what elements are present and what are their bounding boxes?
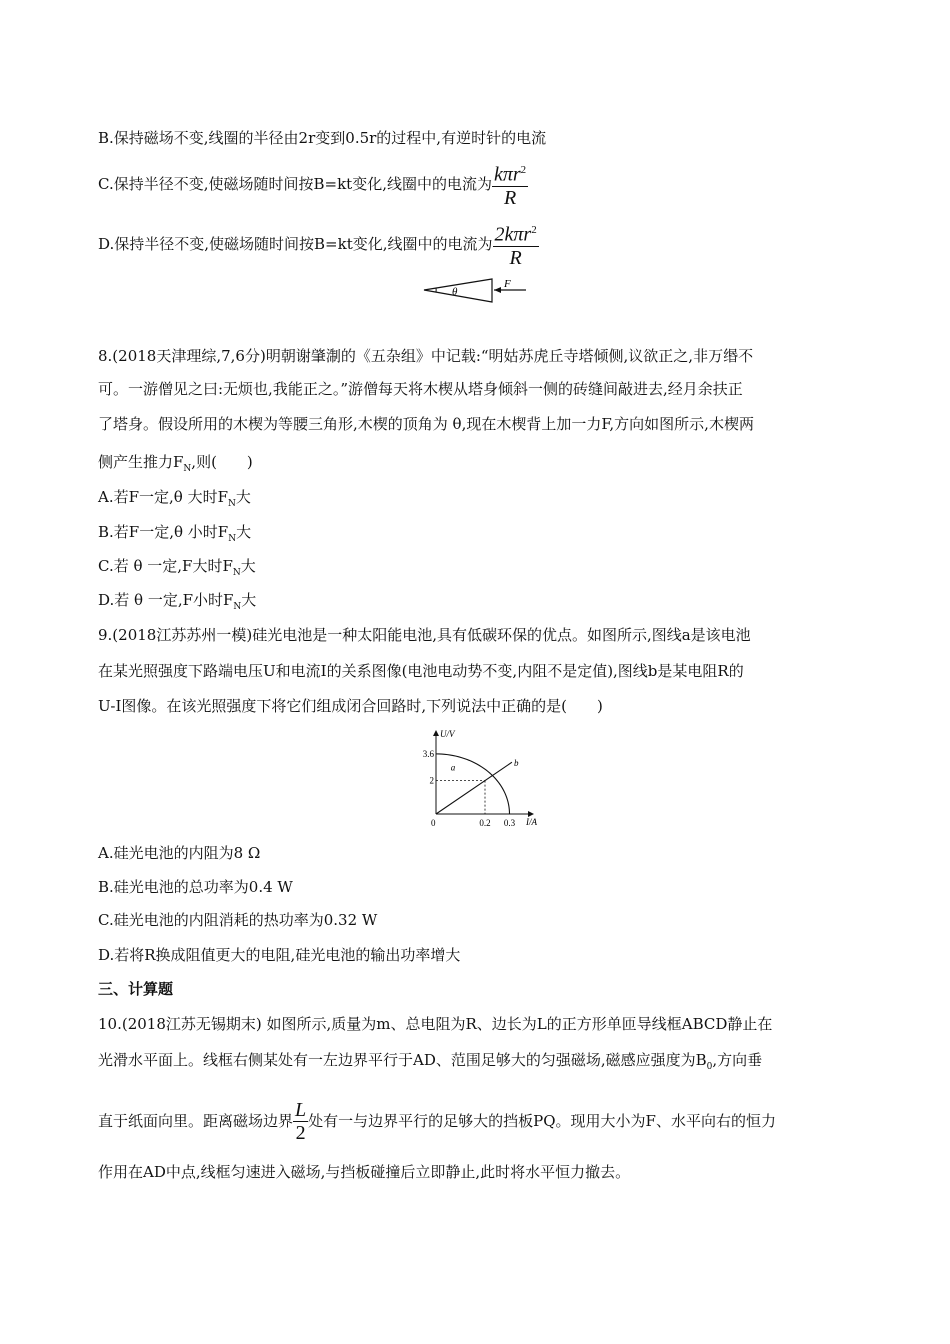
series-b-label: b <box>513 758 519 769</box>
y-tick-label: 3.6 <box>422 748 434 759</box>
q8-b-sub: N <box>228 534 237 544</box>
q10-line-2-sub: 0 <box>706 1062 713 1072</box>
q7-c-exponent: 2 <box>520 164 527 177</box>
q9-line-3: U-I图像。在该光照强度下将它们组成闭合回路时,下列说法中正确的是( ) <box>98 697 603 715</box>
q8-option-d <box>98 590 256 617</box>
q10-fraction-numerator: L <box>295 1098 307 1121</box>
origin-label: 0 <box>431 818 436 828</box>
q8-line-4-end: ,则( ) <box>191 453 253 471</box>
wedge-theta-label: θ <box>452 286 458 298</box>
q8-c-end: 大 <box>240 557 256 575</box>
q8-a-text: A.若F一定,θ 大时F <box>98 488 228 506</box>
q8-b-text: B.若F一定,θ 小时F <box>98 523 229 541</box>
q8-line-4-sub: N <box>183 464 192 474</box>
q7-option-c-text: C.保持半径不变,使磁场随时间按B=kt变化,线圈中的电流为 <box>98 175 492 193</box>
q8-a-sub: N <box>227 499 236 509</box>
q9-option-c: C.硅光电池的内阻消耗的热功率为0.32 W <box>98 911 378 929</box>
section-3-title: 三、计算题 <box>98 980 174 998</box>
q8-d-sub: N <box>233 602 242 612</box>
q8-c-sub: N <box>232 568 241 578</box>
q10-line-2-text: 光滑水平面上。线框右侧某处有一左边界平行于AD、范围足够大的匀强磁场,磁感应强度为B <box>98 1051 707 1069</box>
q7-d-numerator: 2kπr <box>494 223 532 246</box>
q8-line-2: 可。一游僧见之曰:无烦也,我能正之。”游僧每天将木楔从塔身倾斜一侧的砖缝间敲进去,经月余扶正 <box>98 380 743 398</box>
q7-option-d-fraction <box>493 219 539 269</box>
q8-b-end: 大 <box>236 523 252 541</box>
series-a-label: a <box>450 762 456 773</box>
q9-option-d: D.若将R换成阻值更大的电阻,硅光电池的输出功率增大 <box>98 946 461 964</box>
q10-line-2 <box>98 1050 762 1077</box>
q10-fraction <box>293 1099 308 1144</box>
q7-option-b: B.保持磁场不变,线圈的半径由2r变到0.5r的过程中,有逆时针的电流 <box>98 129 547 147</box>
q9-option-b: B.硅光电池的总功率为0.4 W <box>98 878 293 896</box>
q7-c-denominator: R <box>503 186 517 209</box>
series-b-line <box>436 762 512 814</box>
q10-line-3 <box>98 1098 776 1144</box>
q10-line-4: 作用在AD中点,线框匀速进入磁场,与挡板碰撞后立即静止,此时将水平恒力撤去。 <box>98 1163 631 1181</box>
x-tick-label: 0.2 <box>479 818 491 828</box>
q7-d-exponent: 2 <box>531 224 537 237</box>
y-tick-label: 2 <box>429 775 434 786</box>
y-axis-arrowhead <box>433 730 439 736</box>
x-tick-label: 0.3 <box>503 818 516 828</box>
x-axis-label: I/A <box>526 817 537 827</box>
y-axis-label: U/V <box>440 729 455 739</box>
q10-line-3-text: 直于纸面向里。距离磁场边界 <box>98 1112 294 1130</box>
q7-option-c-fraction <box>492 159 528 209</box>
q9-line-1: 9.(2018江苏苏州一模)硅光电池是一种太阳能电池,具有低碳环保的优点。如图所示,图线a是该电池 <box>98 626 751 644</box>
q8-option-b <box>98 522 251 549</box>
q8-option-c <box>98 556 256 583</box>
ui-chart <box>414 728 550 832</box>
q8-line-1: 8.(2018天津理综,7,6分)明朝谢肇淛的《五杂组》中记载:“明姑苏虎丘寺塔倾侧,议欲正之,非万缗不 <box>98 347 754 365</box>
wedge-figure <box>418 276 530 306</box>
q8-line-3: 了塔身。假设所用的木楔为等腰三角形,木楔的顶角为 θ,现在木楔背上加一力F,方向如图所示,木楔两 <box>98 415 754 433</box>
q7-option-d-text: D.保持半径不变,使磁场随时间按B=kt变化,线圈中的电流为 <box>98 235 493 253</box>
q8-line-4-text: 侧产生推力F <box>98 453 184 471</box>
force-arrowhead <box>494 287 501 293</box>
q7-d-denominator: R <box>509 246 522 269</box>
q10-fraction-denominator: 2 <box>295 1121 306 1144</box>
wedge-triangle <box>424 279 492 302</box>
q9-line-2: 在某光照强度下路端电压U和电流I的关系图像(电池电动势不变,内阻不是定值),图线b是某电阻R的 <box>98 662 744 680</box>
q8-option-a <box>98 487 251 514</box>
q7-c-numerator: kπr <box>493 163 521 186</box>
series-a-curve <box>436 754 510 814</box>
q8-a-end: 大 <box>235 488 251 506</box>
q8-c-text: C.若 θ 一定,F大时F <box>98 557 233 575</box>
q8-d-end: 大 <box>241 591 257 609</box>
q7-option-d <box>98 220 539 268</box>
q8-d-text: D.若 θ 一定,F小时F <box>98 591 234 609</box>
q7-option-c <box>98 162 528 209</box>
wedge-force-label: F <box>504 278 511 290</box>
q10-line-3-end: 处有一与边界平行的足够大的挡板PQ。现用大小为F、水平向右的恒力 <box>308 1112 776 1130</box>
q8-line-4 <box>98 452 253 479</box>
q10-line-2-end: ,方向垂 <box>712 1051 763 1069</box>
q10-line-1: 10.(2018江苏无锡期末) 如图所示,质量为m、总电阻为R、边长为L的正方形单匝导线框ABCD静止在 <box>98 1015 773 1033</box>
q9-option-a: A.硅光电池的内阻为8 Ω <box>98 844 261 862</box>
